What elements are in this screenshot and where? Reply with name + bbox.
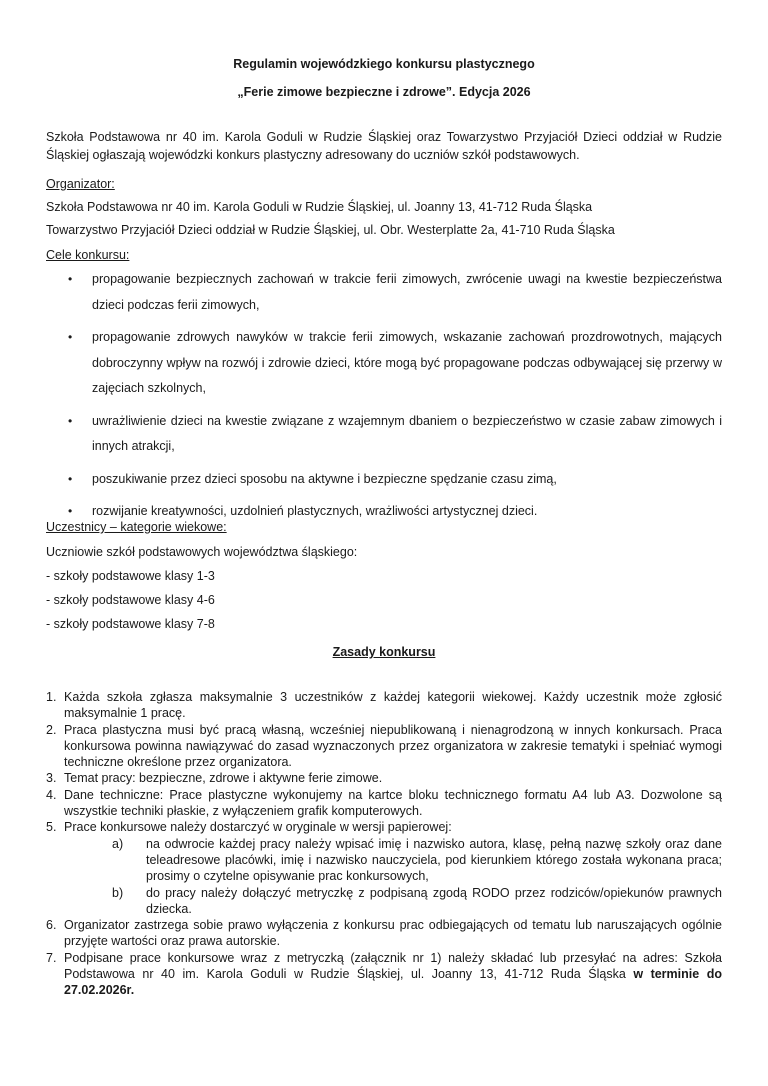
bullet-icon: •	[68, 504, 73, 518]
category-item: - szkoły podstawowe klasy 7-8	[46, 617, 215, 631]
rule-item: 5. Prace konkursowe należy dostarczyć w oryginale w wersji papierowej: a) na odwrocie każdej pracy należy wpisać imię i nazwisko autora, klasę, pełną nazwę szkoły oraz dane teleadresowe placówki, imię i nazwisko nauczyciela, pod kierunkiem którego została wykonana praca; prosimy o czytelne opisywanie prac konkursowych, b) do pracy należy dołączyć metryczkę z podpisaną zgodą RODO przez rodziców/opiekunów prawnych dziecka.	[46, 820, 722, 916]
rule-item: 1. Każda szkoła zgłasza maksymalnie 3 uczestników z każdej kategorii wiekowej. Każdy uczestnik może zgłosić maksymalnie 1 pracę.	[46, 690, 722, 721]
organizer-line-school: Szkoła Podstawowa nr 40 im. Karola Goduli w Rudzie Śląskiej, ul. Joanny 13, 41-712 Ruda Śląska	[46, 200, 593, 214]
goal-item: • propagowanie zdrowych nawyków w trakcie ferii zimowych, wskazanie zachowań prozdrowotnych, mających dobroczynny wpływ na rozwój i zdrowie dzieci, które mogą być propagowane podczas odbywającej się przerwy w zajęciach szkolnych,	[46, 325, 722, 402]
rule-item: 2. Praca plastyczna musi być pracą własną, wcześniej niepublikowaną i nienagrodzoną w innych konkursach. Praca konkursowa powinna nawiązywać do zasad wyznaczonych przez organizatora w zakresie tematyki i spełniać wymogi techniczne określone przez organizatora.	[46, 722, 722, 770]
document-title: Regulamin wojewódzkiego konkursu plastycznego	[233, 57, 535, 71]
organizer-line-tpd: Towarzystwo Przyjaciół Dzieci oddział w Rudzie Śląskiej, ul. Obr. Westerplatte 2a, 41-710 Ruda Śląska	[46, 223, 615, 237]
participants-intro: Uczniowie szkół podstawowych województwa śląskiego:	[46, 545, 358, 559]
category-item: - szkoły podstawowe klasy 1-3	[46, 569, 215, 583]
rule-subitem: a) na odwrocie każdej pracy należy wpisać imię i nazwisko autora, klasę, pełną nazwę szkoły oraz dane teleadresowe placówki, imię i nazwisko nauczyciela, pod kierunkiem którego została wykonana praca; prosimy o czytelne opisywanie prac konkursowych,	[112, 836, 722, 884]
goal-item: • propagowanie bezpiecznych zachowań w trakcie ferii zimowych, zwrócenie uwagi na kwestie bezpieczeństwa dzieci podczas ferii zimowych,	[46, 267, 722, 318]
intro-paragraph: Szkoła Podstawowa nr 40 im. Karola Goduli w Rudzie Śląskiej oraz Towarzystwo Przyjaciół Dzieci oddział w Rudzie Śląskiej ogłaszają wojewódzki konkurs plastyczny adresowany do uczniów szkół podstawowych.	[46, 130, 722, 162]
rule-item: 3. Temat pracy: bezpieczne, zdrowe i aktywne ferie zimowe.	[46, 771, 383, 786]
goal-item: • uwrażliwienie dzieci na kwestie związane z wzajemnym dbaniem o bezpieczeństwo w czasie zabaw zimowych i innych atrakcji,	[46, 409, 722, 460]
organizer-heading: Organizator:	[46, 177, 115, 191]
bullet-icon: •	[68, 471, 73, 486]
rule-sublist	[64, 836, 722, 917]
deadline-text: w terminie do 27.02.2026r.	[64, 967, 722, 998]
bullet-icon: •	[68, 272, 73, 286]
bullet-icon: •	[68, 330, 73, 344]
bullet-icon: •	[68, 413, 73, 428]
goals-list	[46, 267, 722, 532]
rule-item: 4. Dane techniczne: Prace plastyczne wykonujemy na kartce bloku technicznego formatu A4 lub A3. Dozwolone są wszystkie techniki płaskie, z wyłączeniem grafik komputerowych.	[46, 787, 722, 819]
category-item: - szkoły podstawowe klasy 4-6	[46, 593, 215, 607]
document-subtitle: „Ferie zimowe bezpieczne i zdrowe”. Edycja 2026	[237, 85, 531, 99]
participants-heading: Uczestnicy – kategorie wiekowe:	[46, 520, 227, 534]
goals-heading: Cele konkursu:	[46, 248, 130, 262]
rule-item: 7. Podpisane prace konkursowe wraz z metryczką (załącznik nr 1) należy składać lub przesyłać na adres: Szkoła Podstawowa nr 40 im. Karola Goduli w Rudzie Śląskiej, ul. Joanny 13, 41-712 Ruda Śląska w terminie do 27.02.2026r.	[46, 950, 722, 998]
goal-item: • poszukiwanie przez dzieci sposobu na aktywne i bezpieczne spędzanie czasu zimą,	[46, 467, 722, 493]
rules-heading: Zasady konkursu	[332, 645, 436, 659]
rule-item: 6. Organizator zastrzega sobie prawo wyłączenia z konkursu prac odbiegających od tematu lub naruszających ogólnie przyjęte wartości oraz prawa autorskie.	[46, 918, 722, 949]
rules-list	[46, 689, 722, 999]
goal-item: • rozwijanie kreatywności, uzdolnień plastycznych, wrażliwości artystycznej dzieci.	[46, 499, 722, 525]
rule-subitem: b) do pracy należy dołączyć metryczkę z podpisaną zgodą RODO przez rodziców/opiekunów prawnych dziecka.	[112, 885, 722, 916]
